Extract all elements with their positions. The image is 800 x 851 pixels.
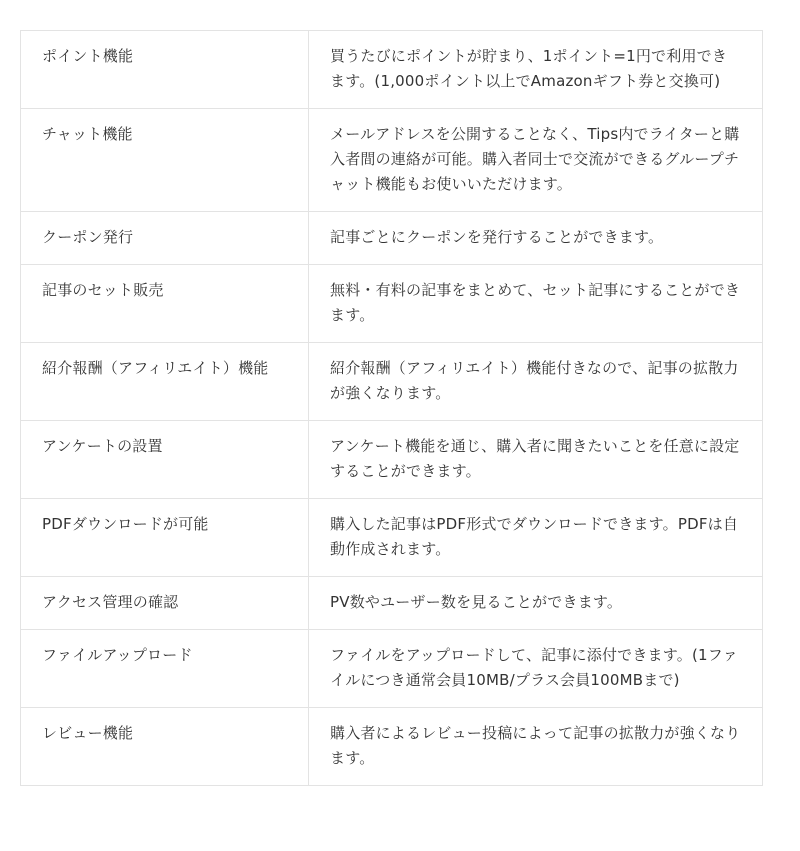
feature-description: 無料・有料の記事をまとめて、セット記事にすることができます。 xyxy=(309,265,763,343)
feature-description: PV数やユーザー数を見ることができます。 xyxy=(309,577,763,630)
features-table-container xyxy=(20,30,762,786)
feature-name: 記事のセット販売 xyxy=(21,265,309,343)
table-row xyxy=(21,31,763,109)
feature-name: ファイルアップロード xyxy=(21,630,309,708)
table-row xyxy=(21,109,763,212)
feature-description: 買うたびにポイントが貯まり、1ポイント=1円で利用できます。(1,000ポイント以上でAmazonギフト券と交換可) xyxy=(309,31,763,109)
table-row xyxy=(21,577,763,630)
features-table xyxy=(20,30,763,786)
feature-name: レビュー機能 xyxy=(21,708,309,786)
feature-name: PDFダウンロードが可能 xyxy=(21,499,309,577)
feature-name: ポイント機能 xyxy=(21,31,309,109)
feature-description: メールアドレスを公開することなく、Tips内でライターと購入者間の連絡が可能。購入者同士で交流ができるグループチャット機能もお使いいただけます。 xyxy=(309,109,763,212)
feature-description: 記事ごとにクーポンを発行することができます。 xyxy=(309,212,763,265)
feature-description: 紹介報酬（アフィリエイト）機能付きなので、記事の拡散力が強くなります。 xyxy=(309,343,763,421)
feature-name: チャット機能 xyxy=(21,109,309,212)
table-row xyxy=(21,630,763,708)
feature-description: 購入者によるレビュー投稿によって記事の拡散力が強くなります。 xyxy=(309,708,763,786)
feature-description: アンケート機能を通じ、購入者に聞きたいことを任意に設定することができます。 xyxy=(309,421,763,499)
table-row xyxy=(21,421,763,499)
feature-description: ファイルをアップロードして、記事に添付できます。(1ファイルにつき通常会員10MB/プラス会員100MBまで) xyxy=(309,630,763,708)
table-row xyxy=(21,343,763,421)
feature-name: 紹介報酬（アフィリエイト）機能 xyxy=(21,343,309,421)
feature-name: クーポン発行 xyxy=(21,212,309,265)
table-row xyxy=(21,499,763,577)
feature-name: アクセス管理の確認 xyxy=(21,577,309,630)
table-row xyxy=(21,708,763,786)
table-row xyxy=(21,212,763,265)
feature-description: 購入した記事はPDF形式でダウンロードできます。PDFは自動作成されます。 xyxy=(309,499,763,577)
feature-name: アンケートの設置 xyxy=(21,421,309,499)
table-row xyxy=(21,265,763,343)
